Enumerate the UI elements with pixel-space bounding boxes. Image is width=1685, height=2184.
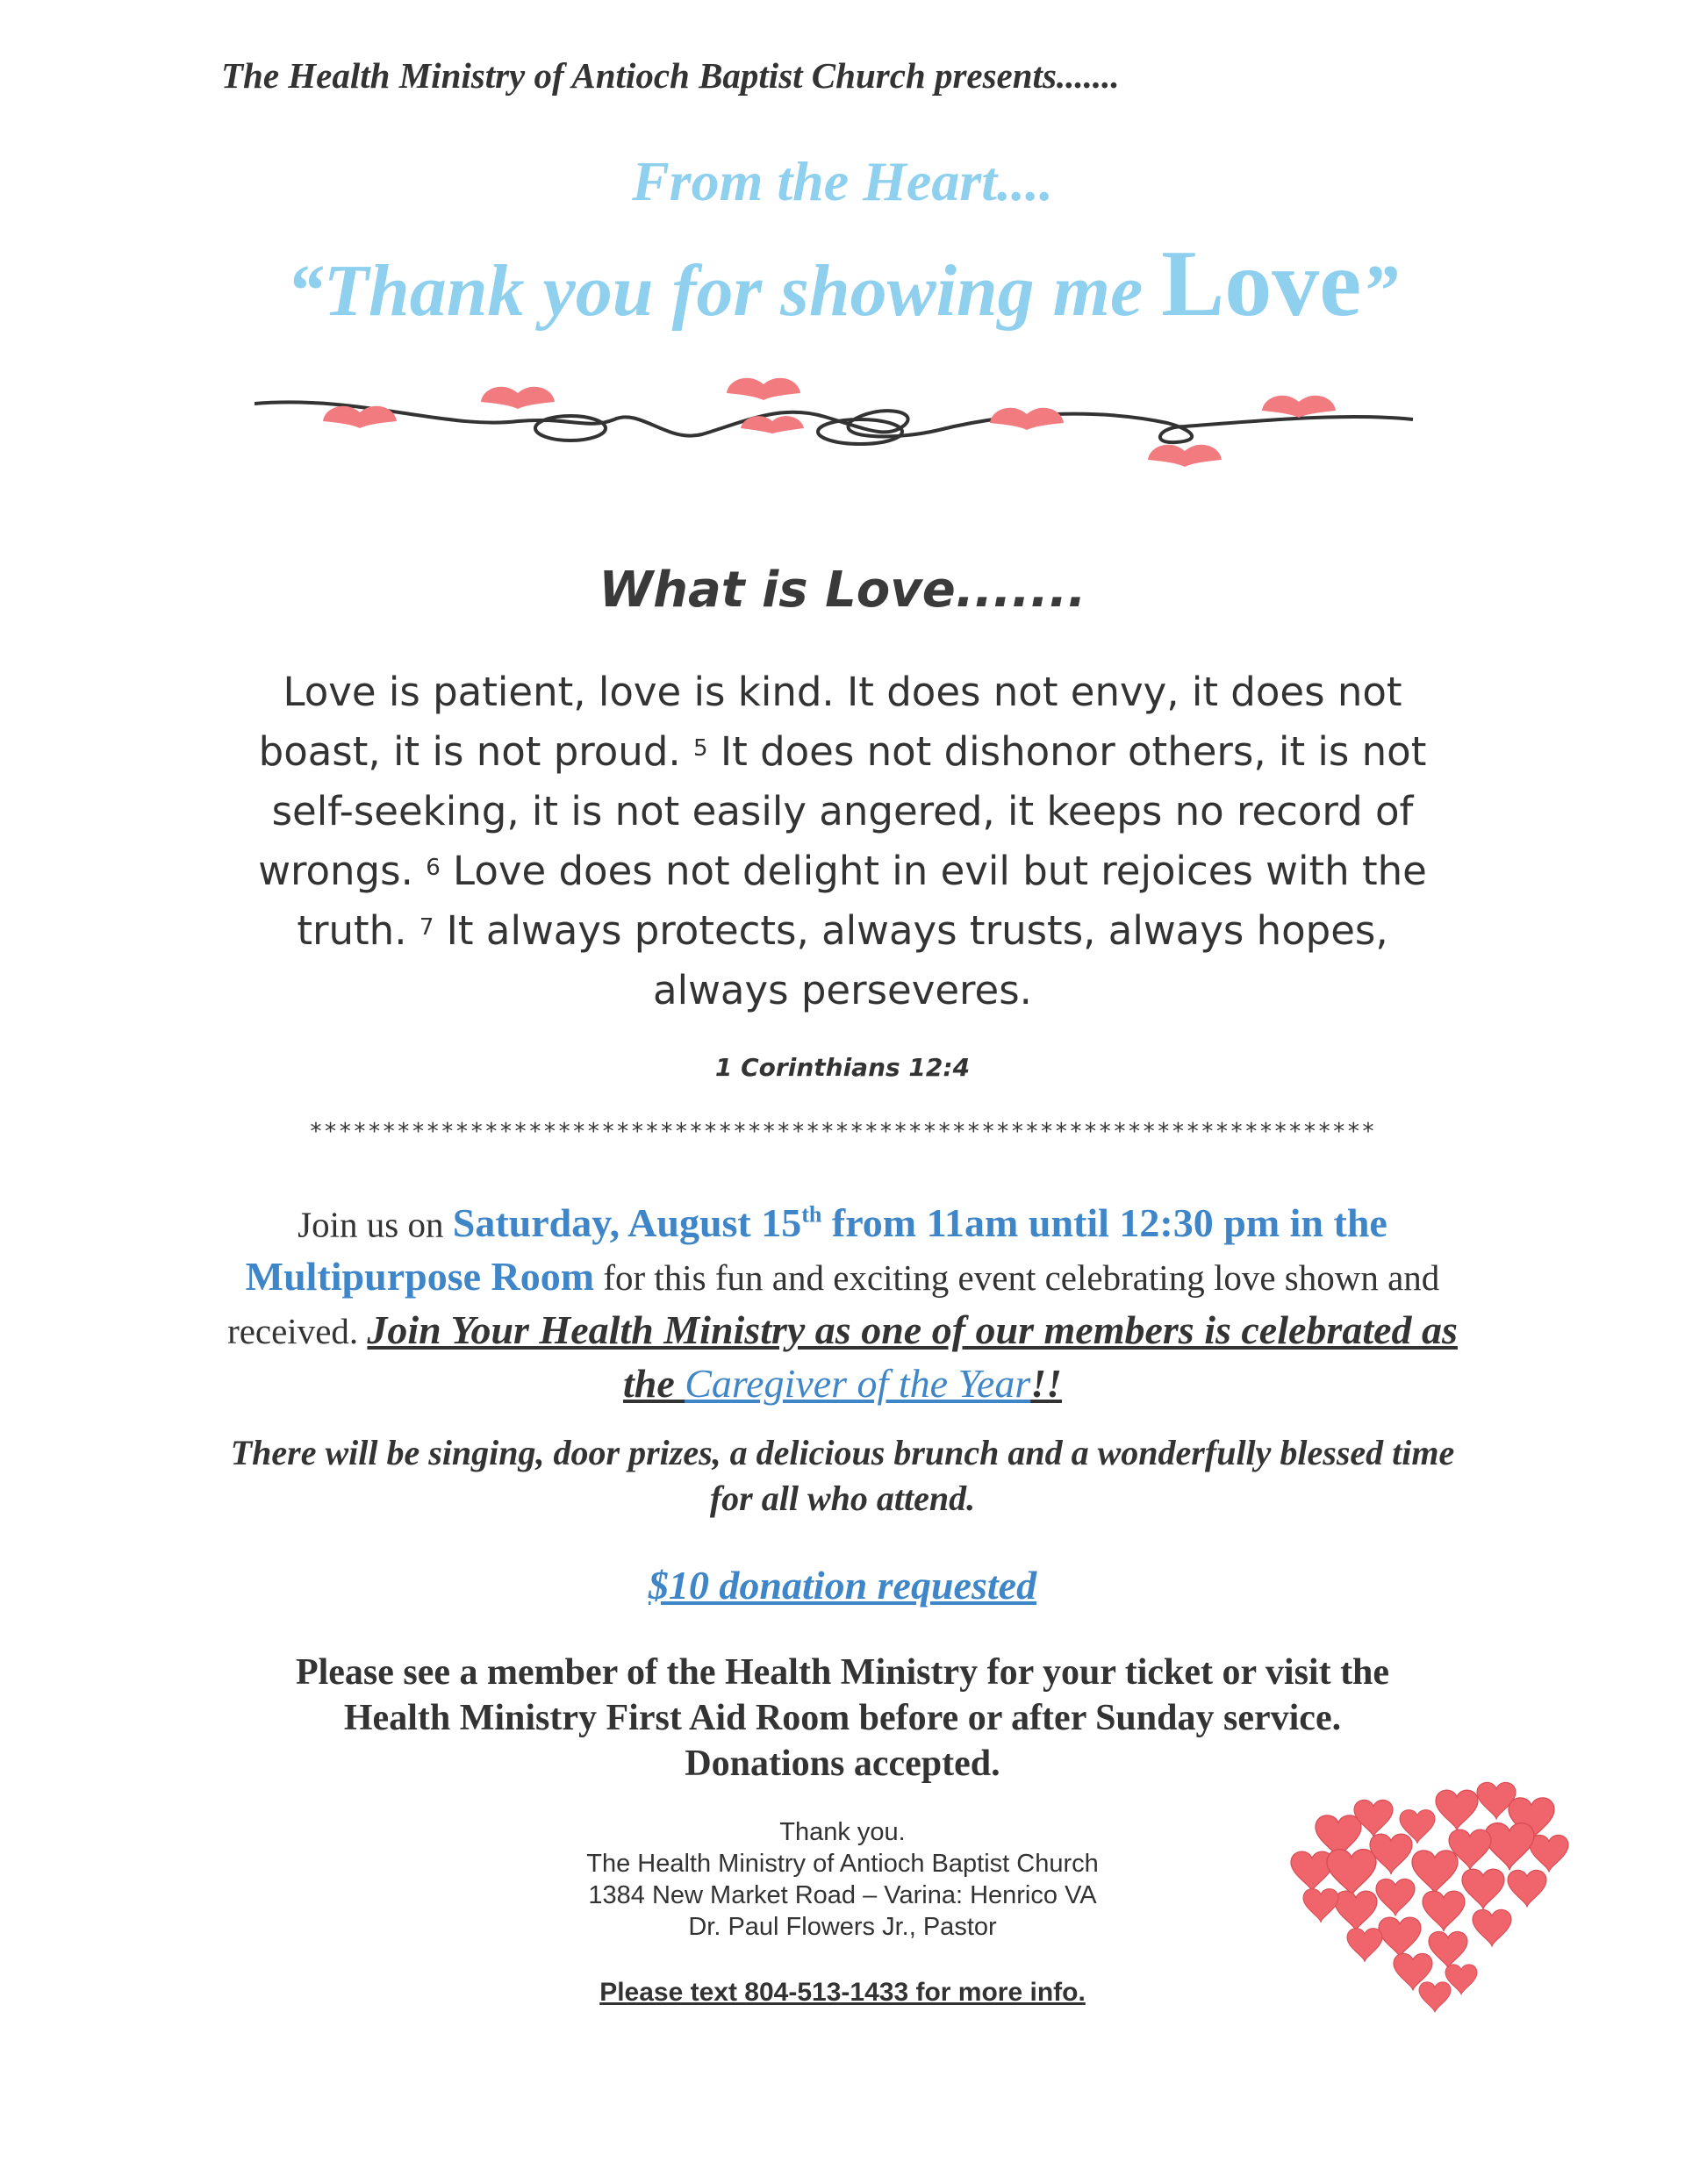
heart-icon <box>1291 1851 1333 1892</box>
event-description: for this fun and exciting event celebrating love shown and received. <box>227 1257 1440 1352</box>
scripture-passage <box>228 662 1457 1020</box>
event-title <box>0 230 1685 339</box>
heart-icon <box>1530 1835 1568 1872</box>
footer-thanks: Thank you. <box>779 1818 906 1846</box>
heart-icon <box>1327 1850 1376 1897</box>
presenter-line: The Health Ministry of Antioch Baptist Church presents....... <box>221 55 1120 96</box>
verse-text: It does not dishonor others, it is not self-seeking, it is not easily angered, it keeps no record of wrongs. <box>258 728 1427 894</box>
heart-icon <box>1379 1917 1421 1958</box>
event-subtitle: From the Heart.... <box>631 150 1054 212</box>
ticket-info-line: Donations accepted. <box>685 1744 1000 1784</box>
heart-icon <box>741 416 804 433</box>
verse-text: Love is patient, love is kind. It does not envy, it does not boast, it is not proud. <box>258 669 1402 775</box>
contact-info: Please text 804-513-1433 for more info. <box>599 1978 1086 2007</box>
vine-loop <box>535 416 606 440</box>
scripture-heading: What is Love....... <box>599 562 1086 619</box>
heart-icon <box>1262 396 1336 418</box>
ticket-info-line: Health Ministry First Aid Room before or after Sunday service. <box>343 1698 1342 1738</box>
heart-icon <box>1148 445 1222 467</box>
heart-icon <box>727 378 800 400</box>
heart-icon <box>1376 1879 1415 1915</box>
heart-icon <box>1423 1891 1465 1931</box>
heart-icon <box>1412 1851 1458 1894</box>
heart-cluster-icon <box>1286 1759 1575 2023</box>
donation-notice: $10 donation requested <box>648 1563 1037 1608</box>
heart-icon <box>1335 1891 1377 1931</box>
heart-icon <box>1419 1982 1451 2013</box>
event-exclaim: !! <box>1030 1361 1063 1407</box>
event-date-suffix: th <box>801 1202 822 1228</box>
event-celebration-text: Join Your Health Ministry as one of our members is celebrated as the <box>367 1307 1458 1407</box>
heart-icon <box>1347 1929 1382 1962</box>
event-celebration <box>367 1307 1458 1406</box>
verse-number: 5 <box>693 735 708 762</box>
verse-text: Love does not delight in evil but rejoices with the truth. <box>297 848 1427 954</box>
footer-pastor: Dr. Paul Flowers Jr., Pastor <box>688 1913 997 1941</box>
heart-icon <box>481 387 555 409</box>
scripture-citation: 1 Corinthians 12:4 <box>714 1053 971 1082</box>
heart-icon <box>1436 1790 1478 1830</box>
footer-address: 1384 New Market Road – Varina: Henrico VA <box>588 1881 1097 1909</box>
ticket-info-line: Please see a member of the Health Ministry for your ticket or visit the <box>295 1652 1390 1693</box>
footer-org: The Health Ministry of Antioch Baptist Church <box>586 1850 1099 1878</box>
verse-text: It always protects, always trusts, always hopes, always perseveres. <box>434 907 1388 1013</box>
event-title-close-quote: ” <box>1361 250 1399 332</box>
asterisk-divider: ************************************************************************* <box>309 1119 1376 1145</box>
event-time-place: from 11am until 12:30 pm in the Multipurpose Room <box>245 1200 1387 1300</box>
event-intro: Join us on <box>298 1204 453 1245</box>
heart-icon <box>990 408 1064 430</box>
heart-icon <box>1485 1823 1534 1871</box>
caregiver-award: Caregiver of the Year <box>685 1361 1031 1407</box>
event-announcement <box>211 1189 1474 1411</box>
heart-icon <box>1462 1869 1504 1909</box>
event-title-love: Love <box>1161 232 1362 336</box>
heart-vine-divider <box>255 369 1430 474</box>
heart-icon <box>1370 1834 1412 1874</box>
verse-number: 6 <box>426 855 441 881</box>
heart-icon <box>323 406 397 428</box>
heart-icon <box>1508 1870 1546 1907</box>
heart-icon <box>1473 1909 1511 1946</box>
event-date-text: Saturday, August 15 <box>452 1200 802 1246</box>
heart-icon <box>1303 1889 1338 1923</box>
event-title-main: “Thank you for showing me <box>286 250 1162 332</box>
event-activities: There will be singing, door prizes, a delicious brunch and a wonderfully blessed time for all who attend. <box>230 1433 1455 1518</box>
ticket-info <box>228 1650 1457 1787</box>
heart-icon <box>1429 1931 1467 1968</box>
verse-number: 7 <box>419 914 434 941</box>
